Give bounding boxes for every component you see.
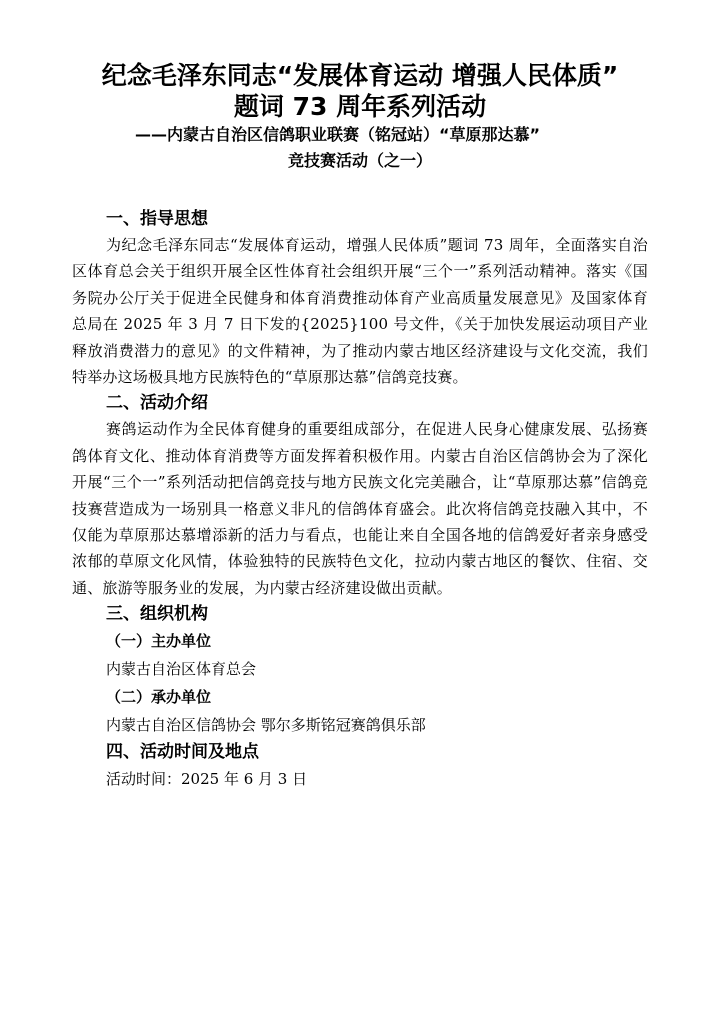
host-unit: 内蒙古自治区体育总会 [106,660,257,679]
paragraph-guiding-thought: 为纪念毛泽东同志“发展体育运动，增强人民体质”题词 73 周年，全面落实自治区体育总会关于组织开展全区性体育社会组织开展“三个一”系列活动精神。落实《国务院办公厅关于促进全民健身和体育消费推动体育产业高质量发展意见》及国家体育总局在 2025 年 3 月 7 日下发的{2025}100 号文件，《关于加快发展运动项目产业释放消费潜力的意见》的文件精神，为了推动内蒙古地区经济建设与文化交流，我们特举办这场极具地方民族特色的“草原那达慕”信鸽竞技赛。 [72,236,648,387]
section-heading-introduction: 二、活动介绍 [106,393,208,414]
section-heading-organization: 三、组织机构 [106,604,208,625]
doc-body [72,206,648,793]
section-heading-time-place: 四、活动时间及地点 [106,742,259,763]
doc-subtitle-line1: ——内蒙古自治区信鸽职业联赛（铭冠站）“草原那达慕” [135,125,541,144]
organizer-units: 内蒙古自治区信鸽协会 鄂尔多斯铭冠赛鸽俱乐部 [106,716,426,735]
subheading-host: （一）主办单位 [106,632,212,651]
event-time: 活动时间：2025 年 6 月 3 日 [106,770,308,789]
paragraph-introduction: 赛鸽运动作为全民体育健身的重要组成部分，在促进人民身心健康发展、弘扬赛鸽体育文化、推动体育消费等方面发挥着积极作用。内蒙古自治区信鸽协会为了深化开展“三个一”系列活动把信鸽竞技与地方民族文化完美融合，让“草原那达慕”信鸽竞技赛营造成为一场别具一格意义非凡的信鸽体育盛会。此次将信鸽竞技融入其中，不仅能为草原那达慕增添新的活力与看点，也能让来自全国各地的信鸽爱好者亲身感受浓郁的草原文化风情，体验独特的民族特色文化，拉动内蒙古地区的餐饮、住宿、交通、旅游等服务业的发展，为内蒙古经济建设做出贡献。 [72,420,648,597]
section-heading-guiding-thought: 一、指导思想 [106,209,208,229]
subheading-organizer: （二）承办单位 [106,688,212,707]
doc-subtitle-line2: 竞技赛活动（之一） [287,151,432,170]
doc-title-line2: 题词 73 周年系列活动 [233,92,487,121]
doc-title-line1: 纪念毛泽东同志“发展体育运动 增强人民体质” [101,61,619,90]
